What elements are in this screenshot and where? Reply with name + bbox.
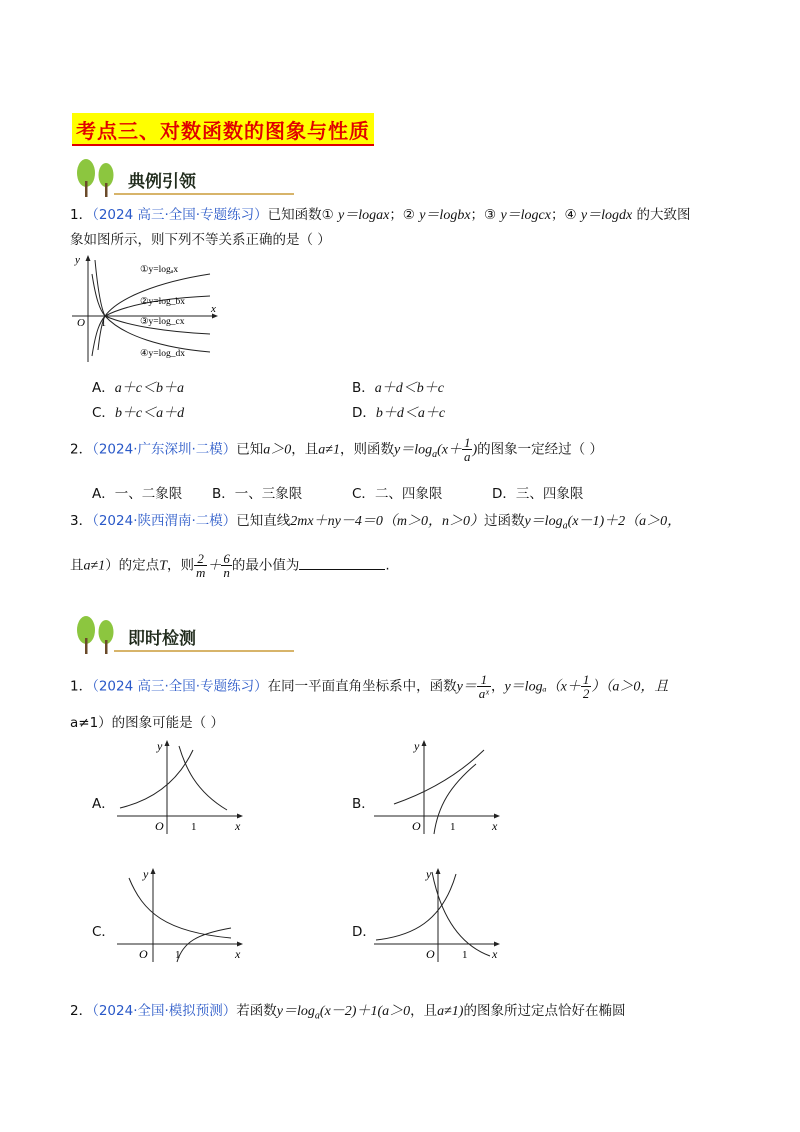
ex2-option-b: B．一、三象限 — [212, 486, 303, 502]
svg-text:O: O — [77, 317, 85, 329]
svg-text:y: y — [143, 867, 149, 881]
page-title: 考点三、对数函数的图象与性质 — [72, 113, 374, 146]
ex2-option-a: A．一、二象限 — [92, 486, 183, 502]
example-3-line-2: 且a≠1）的定点T，则 $\frac{2}{m}$ ＋ $\frac{6}{n}$ 的最小值为 . — [70, 551, 390, 580]
section-underline — [114, 650, 294, 652]
svg-text:y: y — [157, 739, 163, 753]
svg-text:①y=logₐx: ①y=logₐx — [140, 265, 179, 275]
example-1-line-1: 1．（2024 高三·全国·专题练习）已知函数① y＝logax；② y＝logbx；③ y＝logcx；④ y＝logdx 的大致图 — [70, 207, 691, 223]
q1-option-d-label: D． — [352, 924, 376, 940]
ex1-option-d: D．b＋d＜a＋c — [352, 405, 446, 421]
practice-2-line-1: 2．（2024·全国·模拟预测）若函数$y=\log_a(x-2)+1(a>0$，且a≠1)的图象所过定点恰好在椭圆 — [70, 1003, 626, 1022]
q1-option-c-label: C． — [92, 924, 115, 940]
practice-1-line-1: 1．（2024 高三·全国·专题练习）在同一平面直角坐标系中，函数y＝ $\frac{1}{\text{aˣ}}$ ，y＝logₐ（x＋ $\frac{1}{2}$ ）（a＞0，且 — [70, 672, 669, 701]
svg-text:1: 1 — [191, 821, 197, 833]
ex2-option-d: D．三、四象限 — [492, 486, 584, 502]
section-label: 即时检测 — [128, 629, 196, 649]
svg-text:1: 1 — [450, 821, 456, 833]
svg-text:O: O — [139, 947, 148, 961]
ex1-option-c: C．b＋c＜a＋d — [92, 405, 185, 421]
svg-text:③y=log_cx: ③y=log_cx — [140, 317, 185, 327]
svg-text:O: O — [426, 947, 435, 961]
graph-option-d — [372, 862, 507, 967]
svg-text:x: x — [235, 819, 241, 833]
graph-option-b — [372, 736, 507, 836]
svg-text:1: 1 — [462, 949, 468, 961]
svg-text:O: O — [412, 819, 421, 833]
ex1-option-b: B．a＋d＜b＋c — [352, 380, 444, 396]
graph-option-c — [115, 862, 250, 967]
ex2-option-c: C．二、四象限 — [352, 486, 443, 502]
svg-text:1: 1 — [175, 949, 181, 961]
svg-text:y: y — [426, 867, 432, 881]
log-curves-figure — [68, 252, 228, 367]
example-1-line-2: 象如图所示，则下列不等关系正确的是（ ） — [70, 232, 331, 248]
svg-text:x: x — [211, 303, 216, 315]
q1-option-a-label: A． — [92, 796, 115, 812]
section-underline — [114, 193, 294, 195]
svg-text:x: x — [492, 947, 498, 961]
svg-text:x: x — [492, 819, 498, 833]
source-tag: （2024·广东深圳·二模） — [92, 441, 237, 458]
example-2-line-1: 2．（2024·广东深圳·二模）已知a＞0，且a≠1，则函数$y=\log_a(x+$ $\frac{1}{a}$ )的图象一定经过（ ） — [70, 435, 603, 464]
section-label: 典例引领 — [128, 172, 196, 192]
ex1-option-a: A．a＋c＜b＋a — [92, 380, 184, 396]
section-banner-practice — [70, 612, 230, 658]
practice-1-line-2: a≠1）的图象可能是（ ） — [70, 715, 224, 731]
svg-text:y: y — [75, 254, 80, 266]
svg-text:x: x — [235, 947, 241, 961]
example-3-line-1: 3．（2024·陕西渭南·二模）已知直线2mx＋ny－4＝0（m＞0，n＞0）过函数$y=\log_a(x-1)+2(a>0$， — [70, 513, 682, 532]
section-banner-examples — [70, 155, 230, 201]
graph-option-a — [115, 736, 250, 836]
svg-text:④y=log_dx: ④y=log_dx — [140, 349, 186, 359]
svg-text:y: y — [414, 739, 420, 753]
svg-text:1: 1 — [101, 318, 106, 329]
answer-blank[interactable] — [299, 569, 385, 570]
source-tag: （2024 高三·全国·专题练习） — [92, 678, 268, 695]
svg-text:O: O — [155, 819, 164, 833]
source-tag: （2024·陕西渭南·二模） — [92, 513, 237, 529]
svg-text:②y=log_bx: ②y=log_bx — [140, 297, 186, 307]
q1-option-b-label: B． — [352, 796, 375, 812]
source-tag: （2024·全国·模拟预测） — [92, 1003, 237, 1019]
source-tag: （2024 高三·全国·专题练习） — [92, 207, 268, 223]
